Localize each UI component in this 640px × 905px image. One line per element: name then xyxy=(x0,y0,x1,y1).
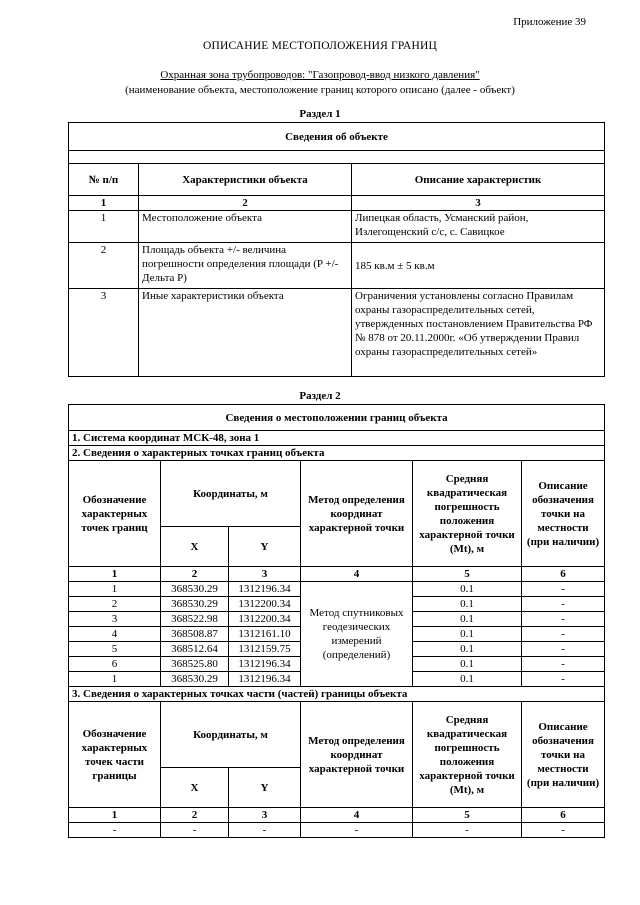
col-number: 1 xyxy=(69,196,139,211)
point-y: 1312159.75 xyxy=(229,642,301,657)
row-desc: Ограничения установлены согласно Правилам охраны газораспределительных сетей, утвержденных постановлением Правительства РФ № 878 от 20.11.2000г. «Об утверждении Правил охраны газораспределительных сетей» xyxy=(352,289,605,377)
header-point: Обозначение характерных точек границ xyxy=(69,461,161,567)
boundary-table xyxy=(68,404,605,838)
part-cell: - xyxy=(413,823,522,838)
point-number: 2 xyxy=(69,597,161,612)
header-number: № п/п xyxy=(69,164,139,196)
row-name: Площадь объекта +/- величина погрешности определения площади (P +/- Дельта P) xyxy=(139,243,352,289)
point-y: 1312161.10 xyxy=(229,627,301,642)
point-desc: - xyxy=(522,657,605,672)
col-number: 3 xyxy=(229,567,301,582)
point-y: 1312196.34 xyxy=(229,657,301,672)
col-number: 2 xyxy=(161,808,229,823)
header-description: Описание характеристик xyxy=(352,164,605,196)
table-row xyxy=(69,211,605,243)
col-number: 6 xyxy=(522,567,605,582)
point-error: 0.1 xyxy=(413,597,522,612)
coordinate-system: 1. Система координат МСК-48, зона 1 xyxy=(69,431,605,446)
point-x: 368525.80 xyxy=(161,657,229,672)
object-name: Охранная зона трубопроводов: "Газопровод-ввод низкого давления" xyxy=(160,69,480,81)
row-number: 2 xyxy=(69,243,139,289)
point-number: 1 xyxy=(69,582,161,597)
part-cell: - xyxy=(522,823,605,838)
header-characteristic: Характеристики объекта xyxy=(139,164,352,196)
point-x: 368522.98 xyxy=(161,612,229,627)
point-y: 1312196.34 xyxy=(229,582,301,597)
points-subtitle: 2. Сведения о характерных точках границ объекта xyxy=(69,446,605,461)
point-x: 368530.29 xyxy=(161,672,229,687)
point-x: 368508.87 xyxy=(161,627,229,642)
header-description: Описание обозначения точки на местности (при наличии) xyxy=(522,702,605,808)
point-error: 0.1 xyxy=(413,672,522,687)
point-y: 1312200.34 xyxy=(229,612,301,627)
point-desc: - xyxy=(522,672,605,687)
row-number: 1 xyxy=(69,211,139,243)
blank-row xyxy=(69,151,605,164)
part-cell: - xyxy=(229,823,301,838)
header-error: Средняя квадратическая погрешность положения характерной точки (Mt), м xyxy=(413,702,522,808)
point-desc: - xyxy=(522,582,605,597)
point-desc: - xyxy=(522,627,605,642)
point-error: 0.1 xyxy=(413,657,522,672)
point-number: 6 xyxy=(69,657,161,672)
point-x: 368512.64 xyxy=(161,642,229,657)
point-number: 4 xyxy=(69,627,161,642)
header-coords: Координаты, м xyxy=(161,461,301,527)
point-y: 1312196.34 xyxy=(229,672,301,687)
header-y: Y xyxy=(229,768,301,808)
col-number: 3 xyxy=(352,196,605,211)
header-x: X xyxy=(161,527,229,567)
row-desc: Липецкая область, Усманский район, Излегощенский с/с, с. Савицкое xyxy=(352,211,605,243)
col-number: 2 xyxy=(161,567,229,582)
point-error: 0.1 xyxy=(413,627,522,642)
point-desc: - xyxy=(522,612,605,627)
method-cell: Метод спутниковых геодезических измерений (определений) xyxy=(301,582,413,687)
col-number: 4 xyxy=(301,567,413,582)
point-desc: - xyxy=(522,642,605,657)
header-point-part: Обозначение характерных точек части границы xyxy=(69,702,161,808)
table-row xyxy=(69,289,605,377)
part-cell: - xyxy=(161,823,229,838)
col-number: 5 xyxy=(413,808,522,823)
header-method: Метод определения координат характерной точки xyxy=(301,461,413,567)
point-number: 5 xyxy=(69,642,161,657)
header-description: Описание обозначения точки на местности (при наличии) xyxy=(522,461,605,567)
col-number: 2 xyxy=(139,196,352,211)
point-error: 0.1 xyxy=(413,612,522,627)
row-name: Местоположение объекта xyxy=(139,211,352,243)
parts-subtitle: 3. Сведения о характерных точках части (частей) границы объекта xyxy=(69,687,605,702)
point-number: 3 xyxy=(69,612,161,627)
header-error: Средняя квадратическая погрешность положения характерной точки (Mt), м xyxy=(413,461,522,567)
object-note: (наименование объекта, местоположение границ которого описано (далее - объект) xyxy=(125,84,515,96)
point-desc: - xyxy=(522,597,605,612)
col-number: 1 xyxy=(69,808,161,823)
part-cell: - xyxy=(301,823,413,838)
row-number: 3 xyxy=(69,289,139,377)
row-desc: 185 кв.м ± 5 кв.м xyxy=(352,243,605,289)
part-cell: - xyxy=(69,823,161,838)
table-row xyxy=(69,582,605,597)
col-number: 3 xyxy=(229,808,301,823)
table-row xyxy=(69,823,605,838)
appendix-label: Приложение 39 xyxy=(513,16,586,28)
document-title: ОПИСАНИЕ МЕСТОПОЛОЖЕНИЯ ГРАНИЦ xyxy=(202,40,438,52)
point-error: 0.1 xyxy=(413,642,522,657)
col-number: 4 xyxy=(301,808,413,823)
point-x: 368530.29 xyxy=(161,597,229,612)
section2-title: Раздел 2 xyxy=(299,390,341,402)
header-method: Метод определения координат характерной точки xyxy=(301,702,413,808)
point-x: 368530.29 xyxy=(161,582,229,597)
col-number: 6 xyxy=(522,808,605,823)
point-y: 1312200.34 xyxy=(229,597,301,612)
point-error: 0.1 xyxy=(413,582,522,597)
row-name: Иные характеристики объекта xyxy=(139,289,352,377)
section1-title: Раздел 1 xyxy=(299,108,341,120)
header-x: X xyxy=(161,768,229,808)
header-coords: Координаты, м xyxy=(161,702,301,768)
table-title: Сведения об объекте xyxy=(69,123,605,151)
table-row xyxy=(69,243,605,289)
table-title: Сведения о местоположении границ объекта xyxy=(69,405,605,431)
header-y: Y xyxy=(229,527,301,567)
point-number: 1 xyxy=(69,672,161,687)
col-number: 1 xyxy=(69,567,161,582)
col-number: 5 xyxy=(413,567,522,582)
object-info-table xyxy=(68,122,605,377)
